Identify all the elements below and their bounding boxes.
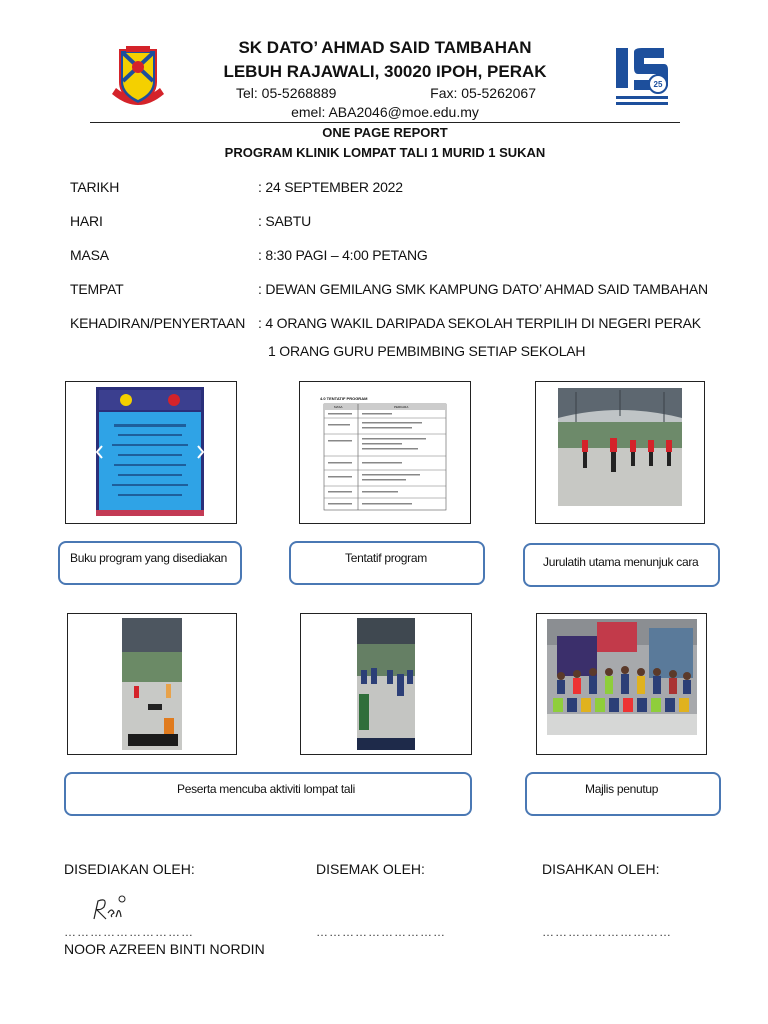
photo-participants-2: [300, 613, 472, 755]
caption-closing-ceremony: [525, 772, 721, 816]
caption-closing-ceremony-text: Majlis penutup: [585, 782, 659, 796]
tentatif-col-masa: MASA: [334, 405, 343, 409]
tentatif-col-perkara: PERKARA: [394, 405, 409, 409]
info-value-tarikh: : 24 SEPTEMBER 2022: [258, 179, 403, 195]
reviewed-by-label: DISEMAK OLEH:: [316, 861, 425, 877]
caption-tentatif: [289, 541, 485, 585]
header-divider: [90, 122, 680, 123]
photo-coach-demo: [535, 381, 705, 524]
info-label-masa: MASA: [70, 247, 109, 263]
program-title: PROGRAM KLINIK LOMPAT TALI 1 MURID 1 SUKAN: [224, 145, 546, 160]
approved-by-label: DISAHKAN OLEH:: [542, 861, 660, 877]
caption-tentatif-text: Tentatif program: [345, 551, 427, 565]
info-label-tarikh: TARIKH: [70, 179, 120, 195]
email-address: emel: ABA2046@moe.edu.my: [291, 104, 479, 120]
info-value-masa: : 8:30 PAGI – 4:00 PETANG: [258, 247, 428, 263]
school-address: LEBUH RAJAWALI, 30020 IPOH, PERAK: [223, 62, 547, 81]
handwritten-signature: [88, 893, 132, 923]
caption-coach-demo-text: Jurulatih utama menunjuk cara: [543, 555, 699, 569]
info-value-kehadiran-2: 1 ORANG GURU PEMBIMBING SETIAP SEKOLAH: [268, 343, 586, 359]
photo-tentatif: [299, 381, 471, 524]
caption-participants-text: Peserta mencuba aktiviti lompat tali: [177, 782, 355, 796]
tel-number: Tel: 05-5268889: [236, 85, 337, 101]
caption-participants: [64, 772, 472, 816]
caption-program-book: [58, 541, 242, 585]
contact-line: [236, 85, 536, 101]
photo-closing-ceremony: [536, 613, 707, 755]
approved-signature-line: …………………………: [542, 925, 672, 939]
caption-coach-demo: [523, 543, 720, 587]
fax-number: Fax: 05-5262067: [430, 85, 536, 101]
info-label-kehadiran: KEHADIRAN/PENYERTAAN: [70, 315, 246, 331]
photo-program-book: [65, 381, 237, 524]
prepared-by-label: DISEDIAKAN OLEH:: [64, 861, 195, 877]
info-label-hari: HARI: [70, 213, 103, 229]
info-value-kehadiran: : 4 ORANG WAKIL DARIPADA SEKOLAH TERPILIH DI NEGERI PERAK: [258, 315, 701, 331]
prepared-by-name: NOOR AZREEN BINTI NORDIN: [64, 941, 265, 957]
info-label-tempat: TEMPAT: [70, 281, 124, 297]
school-name: SK DATO’ AHMAD SAID TAMBAHAN: [238, 38, 532, 57]
reviewed-signature-line: …………………………: [316, 925, 446, 939]
prepared-signature-line: …………………………: [64, 925, 194, 939]
info-value-tempat: : DEWAN GEMILANG SMK KAMPUNG DATO’ AHMAD SAID TAMBAHAN: [258, 281, 708, 297]
caption-program-book-text: Buku program yang disediakan: [70, 551, 228, 565]
info-value-hari: : SABTU: [258, 213, 312, 229]
photo-participants-1: [67, 613, 237, 755]
tentatif-heading: 4.0 TENTATIF PROGRAM: [320, 396, 368, 401]
report-title: ONE PAGE REPORT: [322, 125, 448, 140]
anniversary-logo: [612, 44, 672, 108]
svg-text:25: 25: [653, 80, 663, 89]
